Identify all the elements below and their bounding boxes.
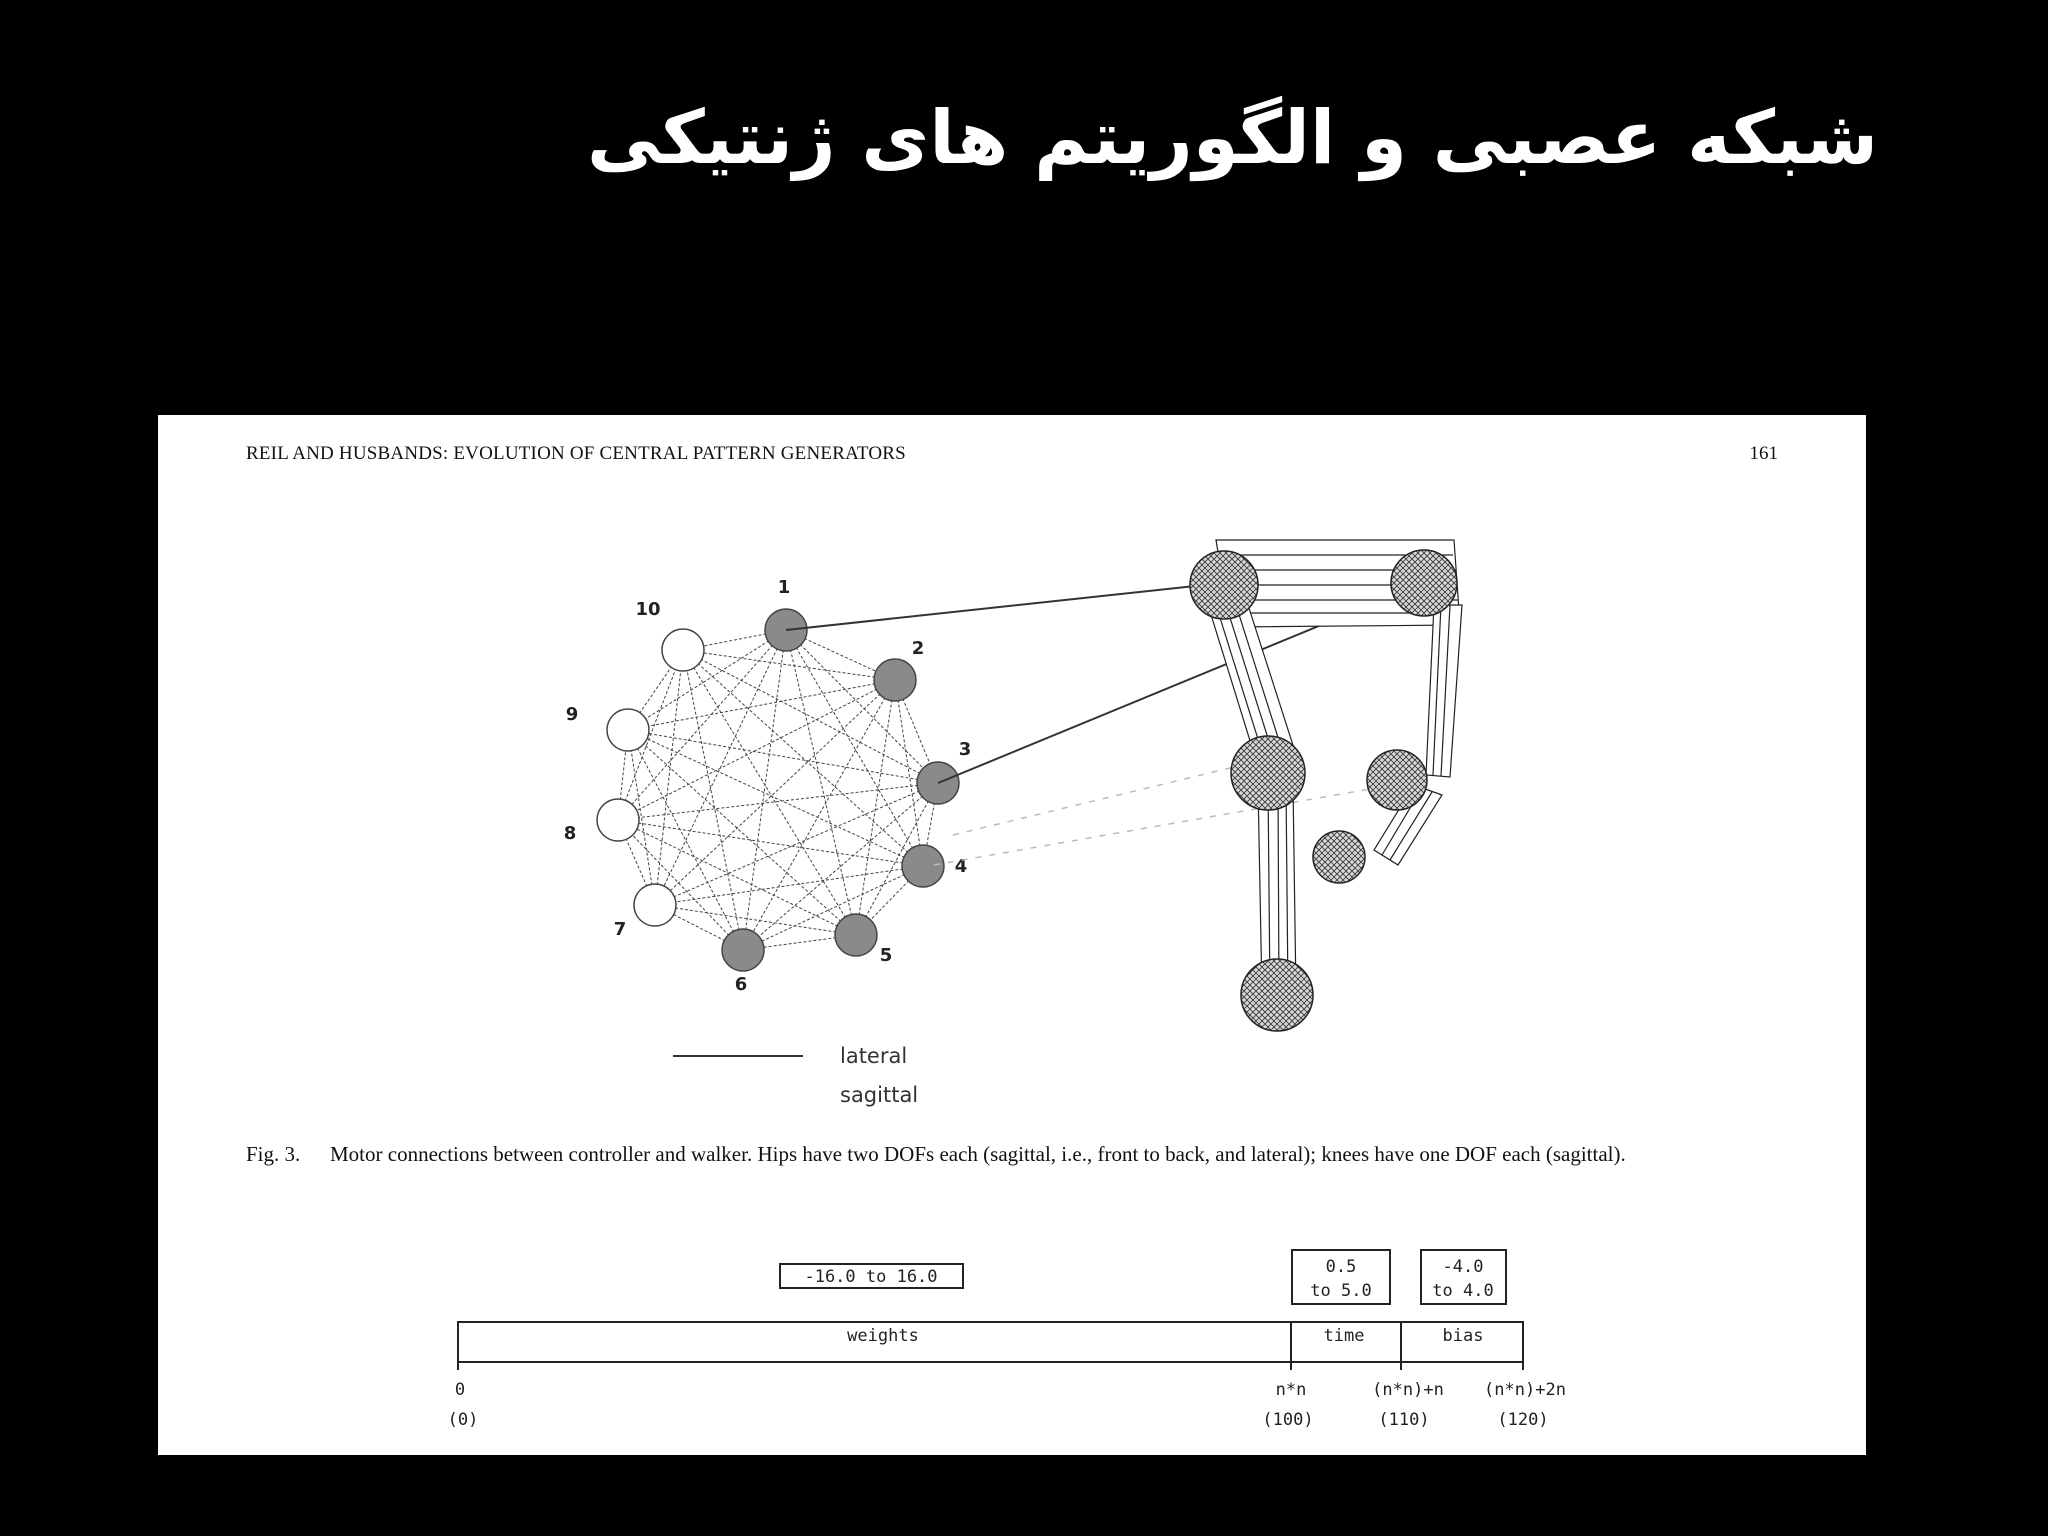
network-connection [618, 820, 743, 950]
neuron-label: 9 [565, 704, 579, 725]
network-connection [683, 650, 856, 935]
index-value-120: (120) [1497, 1410, 1549, 1430]
index-label-0: 0 [454, 1380, 466, 1400]
figure-label: Fig. 3. [246, 1142, 301, 1166]
index-label-nn-plus-n: (n*n)+n [1372, 1380, 1444, 1400]
index-value-0: (0) [447, 1410, 479, 1430]
motor-connection-lateral [786, 583, 1223, 630]
network-connection [655, 680, 895, 905]
network-connection [786, 630, 856, 935]
neuron-label: 4 [954, 856, 968, 877]
network-connection [628, 730, 938, 783]
network-connection [655, 783, 938, 905]
running-head: REIL AND HUSBANDS: EVOLUTION OF CENTRAL PATTERN GENERATORS [246, 443, 906, 464]
index-label-nn: n*n [1275, 1380, 1307, 1400]
neuron-label: 10 [635, 599, 661, 620]
time-range-line1: 0.5 [1325, 1257, 1357, 1277]
network-connection [618, 680, 895, 820]
network-connection [683, 650, 743, 950]
index-value-110: (110) [1378, 1410, 1430, 1430]
segment-weights-label: weights [847, 1326, 919, 1346]
bias-range-line1: -4.0 [1442, 1257, 1484, 1277]
segment-time-label: time [1323, 1326, 1365, 1346]
network-diagram [158, 415, 1866, 1115]
left-hip-joint [1190, 551, 1258, 619]
network-connection [618, 820, 923, 866]
neuron-label: 3 [958, 739, 972, 760]
left-foot-joint [1241, 959, 1313, 1031]
weights-range-label: -16.0 to 16.0 [804, 1267, 938, 1287]
network-connection [743, 630, 786, 950]
network-connection [683, 650, 895, 680]
network-connection [655, 650, 683, 905]
slide-title: شبکه عصبی و الگوریتم های ژنتیکی [586, 95, 1878, 181]
page-number: 161 [1749, 443, 1778, 464]
index-label-nn-plus-2n: (n*n)+2n [1484, 1380, 1566, 1400]
right-hip-joint [1391, 550, 1457, 616]
right-knee-joint [1367, 750, 1427, 810]
network-connection [628, 680, 895, 730]
network-connection [743, 680, 895, 950]
network-connection [618, 783, 938, 820]
left-knee-joint [1231, 736, 1305, 810]
index-value-100: (100) [1262, 1410, 1314, 1430]
neuron-node [607, 709, 649, 751]
figure-panel [158, 415, 1866, 1455]
neuron-label: 6 [734, 974, 748, 995]
segment-bias-label: bias [1442, 1326, 1484, 1346]
legend-lateral-label: lateral [840, 1044, 908, 1068]
time-range-line2: to 5.0 [1310, 1281, 1372, 1301]
neuron-label: 8 [563, 823, 577, 844]
neuron-label: 1 [777, 577, 791, 598]
neuron-label: 5 [879, 945, 893, 966]
neuron-label: 2 [911, 638, 925, 659]
figure-caption-text: Motor connections between controller and walker. Hips have two DOFs each (sagittal, i.e., front to back, and lateral); knees have one DOF each (sagittal). [330, 1142, 1626, 1166]
neuron-node [597, 799, 639, 841]
neuron-node [634, 884, 676, 926]
neuron-node [874, 659, 916, 701]
figure-caption [246, 1142, 1806, 1167]
legend-sagittal-label: sagittal [840, 1083, 919, 1107]
neuron-label: 7 [613, 919, 627, 940]
neuron-node [662, 629, 704, 671]
bias-range-line2: to 4.0 [1432, 1281, 1494, 1301]
motor-connection-sagittal [953, 760, 1263, 835]
neuron-node [902, 845, 944, 887]
right-foot-joint [1313, 831, 1365, 883]
neuron-node [835, 914, 877, 956]
neuron-node [722, 929, 764, 971]
genome-diagram [158, 1195, 1866, 1495]
